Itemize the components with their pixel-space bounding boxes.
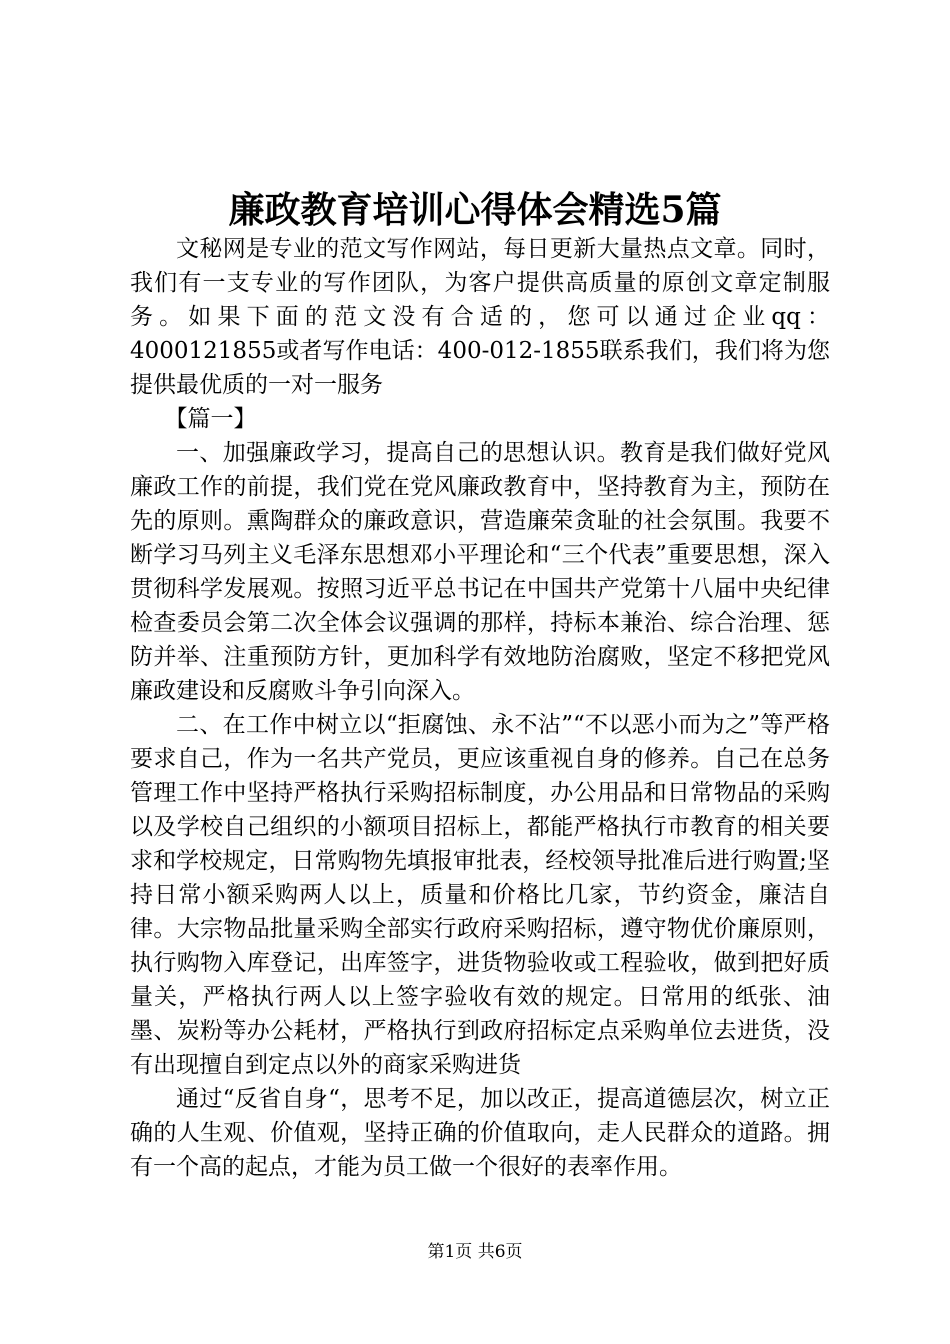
- body-paragraph-2: 二、在工作中树立以“拒腐蚀、永不沾”“不以恶小而为之”等严格要求自己，作为一名共产党员，更应该重视自身的修养。自己在总务管理工作中坚持严格执行采购招标制度，办公用品和日常物品的采购以及学校自己组织的小额项目招标上，都能严格执行市教育的相关要求和学校规定，日常购物先填报审批表，经校领导批准后进行购置;坚持日常小额采购两人以上，质量和价格比几家，节约资金，廉洁自律。大宗物品批量采购全部实行政府采购招标，遵守物优价廉原则，执行购物入库登记，出库签字，进货物验收或工程验收，做到把好质量关，严格执行两人以上签字验收有效的规定。日常用的纸张、油墨、炭粉等办公耗材，严格执行到政府招标定点采购单位去进货，没有出现擅自到定点以外的商家采购进货: [130, 712, 830, 1078]
- document-body: [130, 232, 830, 1184]
- intro-paragraph: 文秘网是专业的范文写作网站，每日更新大量热点文章。同时，我们有一支专业的写作团队，为客户提供高质量的原创文章定制服务。如果下面的范文没有合适的，您可以通过企业qq：4000121855或者写作电话：400-012-1855联系我们，我们将为您提供最优质的一对一服务: [130, 236, 830, 398]
- document-title: 廉政教育培训心得体会精选5篇: [228, 189, 722, 231]
- page-footer: 第1页 共6页: [427, 1242, 523, 1262]
- section-label: 【篇一】: [164, 406, 257, 432]
- body-paragraph-3: 通过“反省自身“，思考不足，加以改正，提高道德层次，树立正确的人生观、价值观，坚持正确的价值取向，走人民群众的道路。拥有一个高的起点，才能为员工做一个很好的表率作用。: [130, 1086, 830, 1180]
- body-paragraph-1: 一、加强廉政学习，提高自己的思想认识。教育是我们做好党风廉政工作的前提，我们党在党风廉政教育中，坚持教育为主，预防在先的原则。熏陶群众的廉政意识，营造廉荣贪耻的社会氛围。我要不断学习马列主义毛泽东思想邓小平理论和“三个代表”重要思想，深入贯彻科学发展观。按照习近平总书记在中国共产党第十八届中央纪律检查委员会第二次全体会议强调的那样，持标本兼治、综合治理、惩防并举、注重预防方针，更加科学有效地防治腐败，坚定不移把党风廉政建设和反腐败斗争引向深入。: [130, 440, 830, 704]
